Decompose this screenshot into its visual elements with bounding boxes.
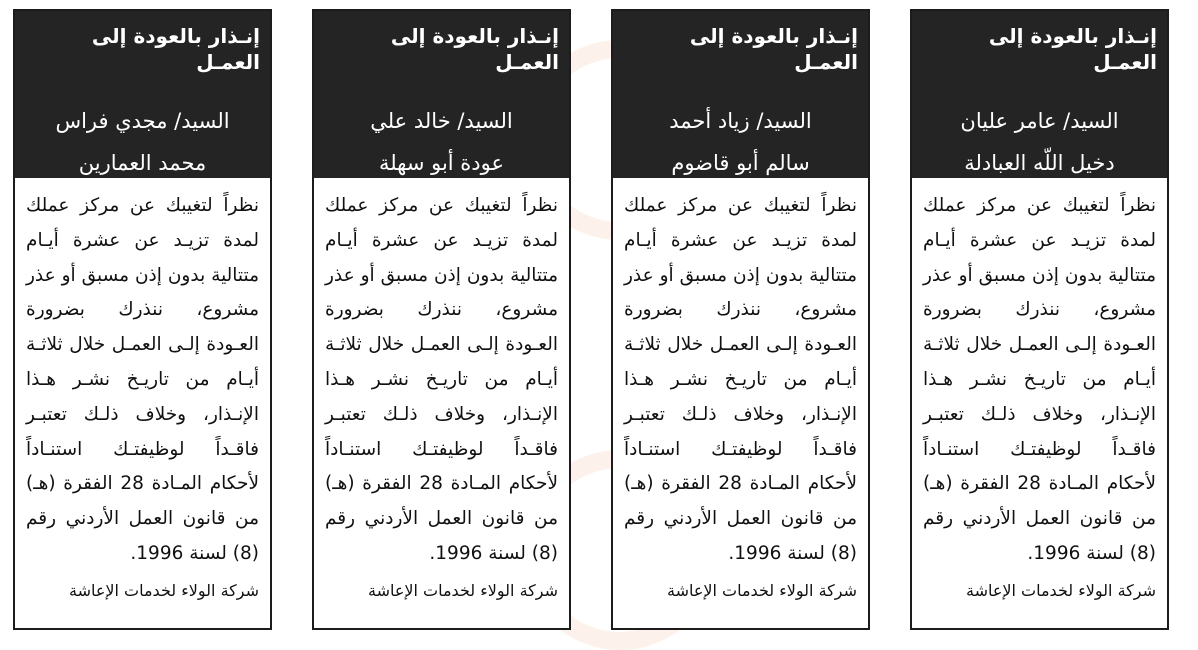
notice-card (910, 9, 1169, 630)
company-signature: شركة الولاء لخدمات الإعاشة (68, 580, 259, 600)
employee-surname: محمد العمارين (78, 151, 207, 175)
notices-row (13, 9, 1169, 630)
notice-body: نظراً لتغيبك عن مركز عملك لمدة تزيـد عن عشرة أيـام متتالية بدون إذن مسبق أو عذر مشروع، ننذرك بضرورة العـودة إلـى العمـل خلال ثلاثـة أيـام من تاريـخ نشـر هـذا الإنـذار، وخلاف ذلـك تعتبـر فاقـداً لوظيفتـك استنـاداً لأحكام المـادة 28 الفقرة (هـ) من قانون العمل الأردني رقم (8) لسنة 1996. (26, 195, 260, 564)
company-signature: شركة الولاء لخدمات الإعاشة (666, 580, 857, 600)
company-signature: شركة الولاء لخدمات الإعاشة (965, 580, 1156, 600)
notice-title: إنـذار بالعودة إلى العمـل (91, 24, 260, 74)
employee-surname: سالم أبو قاضوم (671, 151, 810, 175)
company-signature: شركة الولاء لخدمات الإعاشة (367, 580, 558, 600)
notice-card (312, 9, 571, 630)
notice-header (15, 11, 270, 178)
employee-name: السيد/ عامر عليان (960, 109, 1119, 133)
notice-header (912, 11, 1167, 178)
notice-body: نظراً لتغيبك عن مركز عملك لمدة تزيـد عن عشرة أيـام متتالية بدون إذن مسبق أو عذر مشروع، ننذرك بضرورة العـودة إلـى العمـل خلال ثلاثـة أيـام من تاريـخ نشـر هـذا الإنـذار، وخلاف ذلـك تعتبـر فاقـداً لوظيفتـك استنـاداً لأحكام المـادة 28 الفقرة (هـ) من قانون العمل الأردني رقم (8) لسنة 1996. (325, 195, 559, 564)
notice-title: إنـذار بالعودة إلى العمـل (689, 24, 858, 74)
notice-title: إنـذار بالعودة إلى العمـل (988, 24, 1157, 74)
notice-title: إنـذار بالعودة إلى العمـل (390, 24, 559, 74)
notice-card (13, 9, 272, 630)
notice-header (613, 11, 868, 178)
employee-surname: دخيل اللّه العبادلة (964, 151, 1115, 175)
notice-body: نظراً لتغيبك عن مركز عملك لمدة تزيـد عن عشرة أيـام متتالية بدون إذن مسبق أو عذر مشروع، ننذرك بضرورة العـودة إلـى العمـل خلال ثلاثـة أيـام من تاريـخ نشـر هـذا الإنـذار، وخلاف ذلـك تعتبـر فاقـداً لوظيفتـك استنـاداً لأحكام المـادة 28 الفقرة (هـ) من قانون العمل الأردني رقم (8) لسنة 1996. (923, 195, 1157, 564)
employee-name: السيد/ مجدي فراس (55, 109, 230, 133)
notice-body: نظراً لتغيبك عن مركز عملك لمدة تزيـد عن عشرة أيـام متتالية بدون إذن مسبق أو عذر مشروع، ننذرك بضرورة العـودة إلـى العمـل خلال ثلاثـة أيـام من تاريـخ نشـر هـذا الإنـذار، وخلاف ذلـك تعتبـر فاقـداً لوظيفتـك استنـاداً لأحكام المـادة 28 الفقرة (هـ) من قانون العمل الأردني رقم (8) لسنة 1996. (624, 195, 858, 564)
notice-header (314, 11, 569, 178)
employee-name: السيد/ زياد أحمد (669, 109, 812, 133)
notice-card (611, 9, 870, 630)
employee-surname: عودة أبو سهلة (378, 151, 505, 175)
employee-name: السيد/ خالد علي (370, 109, 513, 133)
